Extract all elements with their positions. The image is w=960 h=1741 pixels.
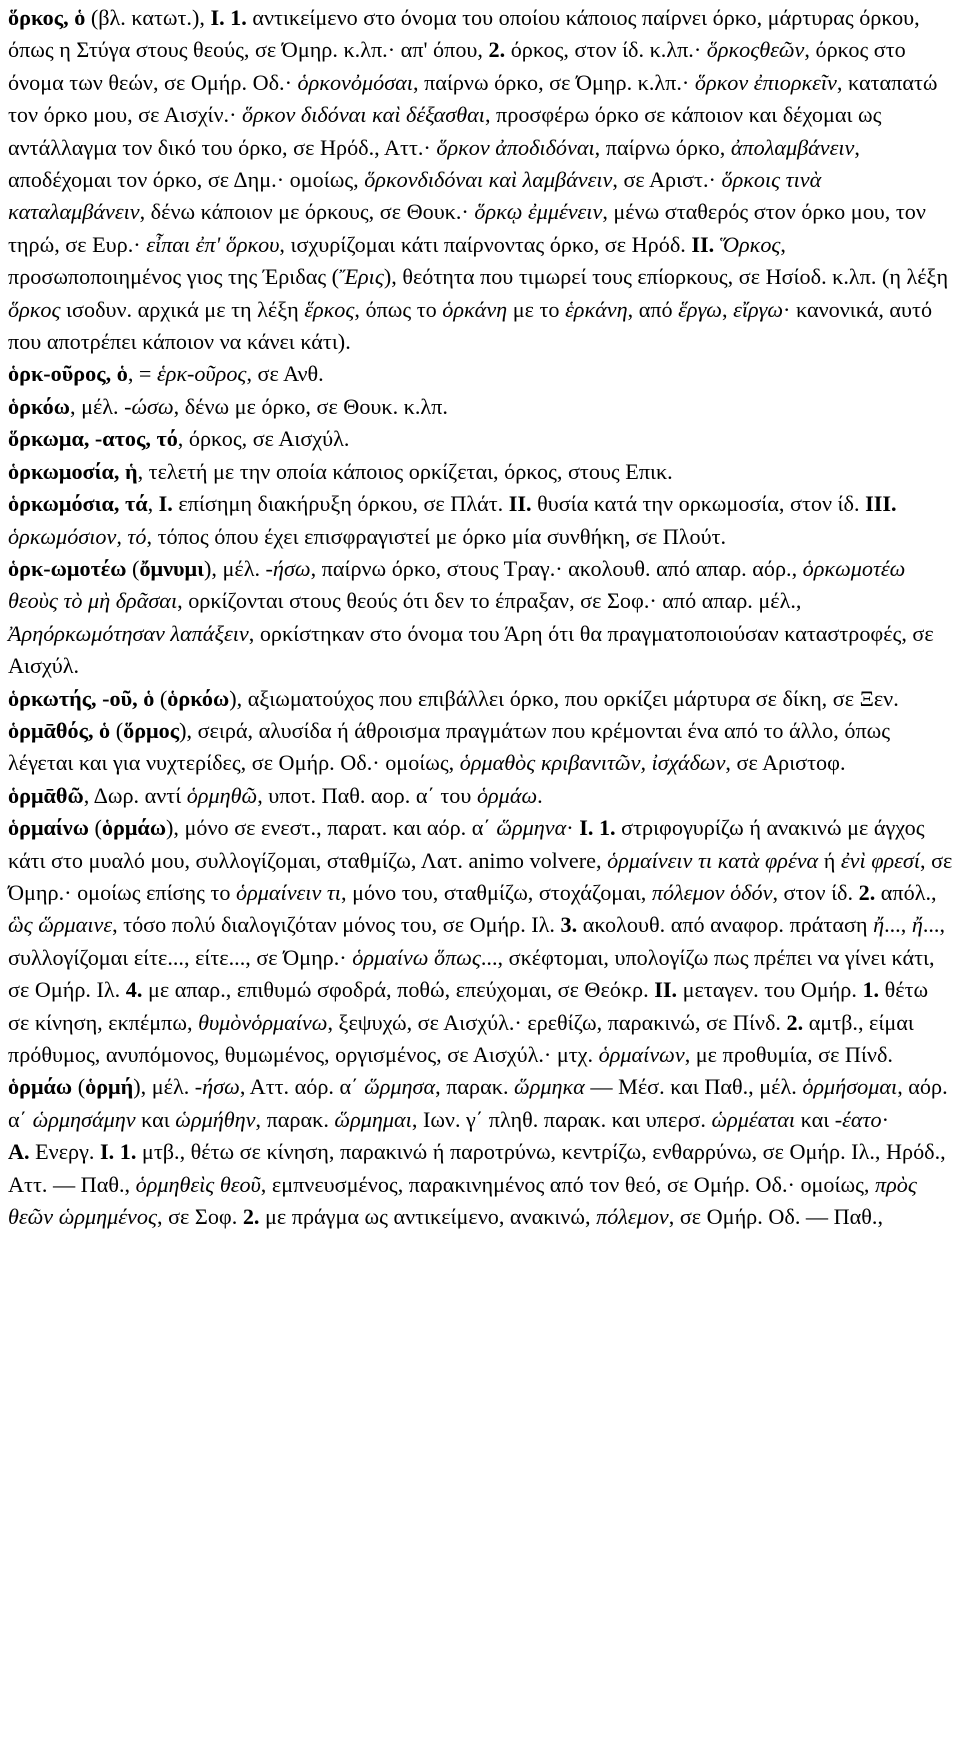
dictionary-entry [8, 1136, 954, 1233]
entry-italic-text: ἑρκ-οῦρος [156, 361, 247, 387]
entry-text: , σε Σοφ. [157, 1204, 243, 1230]
entry-text: ή [818, 847, 841, 873]
entry-text: , ορκίστηκαν στο όνομα του Άρη ότι θα πραγματοποιούσαν καταστροφές, σε Αισχύλ. [8, 620, 934, 679]
entry-text: και [135, 1106, 176, 1132]
entry-text: , παρακ. [255, 1106, 335, 1132]
entry-text: αμτβ., είμαι πρόθυμος, ανυπόμονος, θυμωμένος, οργισμένος, σε Αισχύλ.· μτχ. [8, 1009, 914, 1067]
entry-text: , Ιων. γ΄ πληθ. παρακ. και υπερσ. [411, 1106, 712, 1132]
dictionary-entry [8, 683, 954, 715]
entry-text: ), αξιωματούχος που επιβάλλει όρκο, που ορκίζει μάρτυρα σε δίκη, σε Ξεν. [229, 685, 899, 711]
entry-text: , υποτ. Παθ. αορ. α΄ του [257, 782, 477, 808]
entry-headword-bold: ὄμνυμι [139, 555, 204, 581]
dictionary-entry [8, 1071, 954, 1136]
entry-italic-text: εἴργω [733, 296, 784, 322]
entry-italic-text: ὁρμαίνω ὅπως [352, 944, 481, 970]
entry-headword-bold: ὁρμᾱθῶ [8, 782, 84, 808]
entry-italic-text: Ὅρκος [719, 231, 781, 257]
entry-headword-bold: ὁρκ-ωμοτέω [8, 555, 127, 581]
entry-headword-bold: I. 1. [210, 5, 247, 30]
entry-text: απόλ., [875, 879, 937, 905]
entry-headword-bold: ὁρκόω [8, 393, 70, 419]
entry-italic-text: ὁρκάνη [442, 296, 508, 322]
entry-text: , σε Αριστοφ. [725, 750, 846, 776]
entry-headword-bold: A. [8, 1139, 30, 1165]
entry-text: μτβ., θέτω σε κίνηση, παρακινώ ή παροτρύνω, κεντρίζω, ενθαρρύνω, σε Ομήρ. Ιλ., Ηρόδ., Αττ. — Παθ., [8, 1139, 946, 1197]
entry-italic-text: ἑρκάνη [565, 296, 628, 322]
entry-text: επίσημη διακήρυξη όρκου, σε Πλάτ. [172, 491, 509, 517]
entry-headword-bold: ὁρμάω [101, 815, 167, 841]
entry-italic-text: θυμὸνὁρμαίνω [198, 1009, 328, 1035]
entry-text: όρκος, στον ίδ. κ.λπ.· [505, 37, 707, 63]
entry-headword-bold: 2. [488, 37, 506, 63]
dictionary-entry [8, 715, 954, 780]
entry-text: ..., συλλογίζομαι είτε..., είτε..., σε Όμηρ.· [8, 912, 946, 970]
entry-headword-bold: ὁρκ-οῦρος, ὁ [8, 361, 128, 387]
entry-text: με πράγμα ως αντικείμενο, ανακινώ, [259, 1204, 597, 1230]
entry-text: , όπως το [354, 296, 443, 322]
entry-text: , παίρνω όρκο, σε Όμηρ. κ.λπ.· [412, 69, 695, 95]
entry-headword-bold: 4. [125, 977, 143, 1003]
entry-text: , δένω κάποιον με όρκους, σε Θουκ.· [139, 199, 475, 225]
entry-text: , προσωποποιημένος γιος της Έριδας ( [8, 231, 786, 290]
entry-text: ), θεότητα που τιμωρεί τους επίορκους, σε Ησίοδ. κ.λπ. (η λέξη [383, 264, 949, 290]
dictionary-entry [8, 391, 954, 423]
entry-text: . [537, 782, 543, 808]
dictionary-entry [8, 488, 954, 553]
entry-italic-text: ὥρμημαι [334, 1106, 412, 1132]
entry-text: ..., [884, 912, 912, 938]
entry-headword-bold: ὁρκωμόσια, τά [8, 491, 148, 517]
entry-italic-text: ὅρκοις τινὰ καταλαμβάνειν [8, 167, 822, 225]
entry-italic-text: ὁρκωμοτέω θεοὺς τὸ μὴ δρᾶσαι [8, 555, 906, 614]
entry-text: , από [627, 296, 679, 322]
entry-italic-text: εἶπαι ἐπ' ὅρκου [146, 231, 280, 257]
entry-text: ( [88, 815, 102, 841]
entry-text: , με προθυμία, σε Πίνδ. [684, 1042, 893, 1067]
entry-headword-bold: ὁρκωτής, -οῦ, ὁ [8, 685, 155, 711]
entry-text: ισοδυν. αρχικά με τη λέξη [60, 296, 305, 322]
entry-text: , αόρ. α΄ [8, 1074, 948, 1132]
entry-text: ( [72, 1074, 86, 1100]
entry-text: , [721, 296, 734, 322]
entry-italic-text: -ώσω [124, 393, 174, 419]
entry-italic-text: ὅρκονδιδόναι καὶ λαμβάνειν [364, 167, 613, 193]
entry-italic-text: πόλεμον [596, 1204, 669, 1230]
entry-headword-bold: ὅρκωμα, -ατος, τό [8, 426, 178, 452]
entry-italic-text: ἕργω [678, 296, 722, 322]
entry-italic-text: ὁρμαίνειν τι κατὰ φρένα [607, 847, 819, 873]
entry-italic-text: -ήσω [194, 1074, 240, 1100]
entry-text: με το [507, 296, 566, 322]
entry-text: , ξεψυχώ, σε Αισχύλ.· ερεθίζω, παρακινώ, σε Πίνδ. [327, 1009, 787, 1035]
entry-italic-text: Ἀρηόρκωμότησαν λαπάξειν [8, 620, 249, 646]
entry-text: , σε Αριστ.· [612, 167, 722, 193]
entry-italic-text: ὁρμαίνειν τι [236, 879, 341, 905]
entry-text: , Δωρ. αντί [83, 782, 187, 808]
entry-italic-text: -έατο [834, 1106, 882, 1132]
entry-headword-bold: I. [158, 491, 173, 517]
entry-text: , ορκίζονται στους θεούς ότι δεν το έπραξαν, σε Σοφ.· από απαρ. μέλ., [177, 588, 802, 614]
entry-text: , [147, 491, 159, 517]
entry-italic-text: ὅρκον ἐπιορκεῖν [694, 69, 837, 95]
entry-text: , καταπατώ τον όρκο μου, σε Αισχίν.· [8, 69, 938, 128]
entry-italic-text: ὁρμαίνων [598, 1042, 685, 1067]
entry-text: , τελετή με την οποία κάποιος ορκίζεται, όρκος, στους Επικ. [137, 458, 673, 484]
entry-text: , σε Ανθ. [246, 361, 324, 387]
entry-text: θέτω σε κίνηση, εκπέμπω, [8, 977, 929, 1035]
entry-italic-text: ὅρκῳ ἐμμένειν [474, 199, 603, 225]
entry-italic-text: ὡρμήθην [175, 1106, 256, 1132]
entry-italic-text: ὁρμηθεὶς θεοῦ [135, 1171, 261, 1197]
entry-text: , σε Ομήρ. Οδ. — Παθ., [668, 1204, 884, 1230]
entry-text: · [566, 815, 580, 841]
entry-text: μεταγεν. του Ομήρ. [677, 977, 863, 1003]
entry-text: θυσία κατά την ορκωμοσία, στον ίδ. [531, 491, 866, 517]
entry-text: , μέλ. [69, 393, 125, 419]
entry-text: , αποδέχομαι τον όρκο, σε Δημ.· ομοίως, [8, 134, 860, 193]
entry-headword-bold: 2. [786, 1009, 804, 1035]
entry-headword-bold: ὅρκος, ὁ [8, 5, 86, 30]
entry-text: , παίρνω όρκο, στους Τραγ.· ακολουθ. από απαρ. αόρ., [310, 555, 803, 581]
entry-headword-bold: ὁρμᾱθός, ὁ [8, 717, 111, 743]
entry-italic-text: ὅρκοςθεῶν [706, 37, 805, 63]
entry-italic-text: ὥρμηκα [514, 1074, 585, 1100]
entry-text: , τόσο πολύ διαλογιζόταν μόνος του, σε Ομήρ. Ιλ. [112, 912, 561, 938]
entry-text: , στον ίδ. [772, 879, 859, 905]
entry-headword-bold: I. 1. [579, 815, 616, 841]
entry-text: ), μέλ. [133, 1074, 195, 1100]
entry-italic-text: ὡρμέαται [711, 1106, 796, 1132]
entry-text: , δένω με όρκο, σε Θουκ. κ.λπ. [173, 393, 448, 419]
entry-italic-text: ὅρκον διδόναι καὶ δέξασθαι [242, 102, 485, 128]
dictionary-entry [8, 456, 954, 488]
dictionary-entry [8, 2, 954, 358]
entry-text: ), μέλ. [204, 555, 266, 581]
entry-text: — Μέσ. και Παθ., μέλ. [584, 1074, 803, 1100]
entry-headword-bold: 3. [560, 912, 578, 938]
dictionary-entry [8, 553, 954, 683]
entry-headword-bold: I. 1. [100, 1139, 137, 1165]
dictionary-entry [8, 423, 954, 455]
entry-headword-bold: 1. [862, 977, 880, 1003]
entry-text: , όρκος στο όνομα των θεών, σε Ομήρ. Οδ.· [8, 37, 906, 95]
entry-text: ( [126, 555, 140, 581]
entry-italic-text: ἤ [873, 912, 885, 938]
entry-italic-text: Ἔρις [339, 264, 384, 290]
entry-italic-text: ὁρμαθὸς κριβανιτῶν, ἰσχάδων [459, 750, 726, 776]
entry-text: ), μόνο σε ενεστ., παρατ. και αόρ. α΄ [166, 815, 497, 841]
entry-text: · [881, 1106, 889, 1132]
entry-headword-bold: ὁρμάω [8, 1074, 73, 1100]
entry-text: με απαρ., επιθυμώ σφοδρά, ποθώ, επεύχομαι, σε Θεόκρ. [142, 977, 655, 1003]
entry-italic-text: ὁρμάω [476, 782, 538, 808]
entry-italic-text: πρὸς θεῶν ὡρμημένος [8, 1171, 917, 1230]
entry-italic-text: πόλεμον ὁδόν [651, 879, 773, 905]
entry-headword-bold: ὁρμαίνω [8, 815, 89, 841]
entry-text: και [795, 1106, 835, 1132]
entry-headword-bold: II. [691, 231, 715, 257]
entry-text: , εμπνευσμένος, παρακινημένος από τον θεό, σε Ομήρ. Οδ.· ομοίως, [260, 1171, 875, 1197]
entry-text: στριφογυρίζω ή ανακινώ με άγχος κάτι στο μυαλό μου, συλλογίζομαι, σταθμίζω, Λατ. animo volvere, [8, 815, 925, 873]
entry-italic-text: ὁρκονὀμόσαι [297, 69, 413, 95]
entry-text: , ισχυρίζομαι κάτι παίρνοντας όρκο, σε Ηρόδ. [279, 231, 692, 257]
entry-headword-bold: ὁρκωμοσία, ἡ [8, 458, 138, 484]
entry-italic-text: -ήσω [265, 555, 311, 581]
entry-text: , μόνο του, σταθμίζω, στοχάζομαι, [340, 879, 652, 905]
entry-italic-text: ὥρμησα [364, 1074, 436, 1100]
dictionary-entry [8, 812, 954, 1071]
entry-text: , τόπος όπου έχει επισφραγιστεί με όρκο μία συνθήκη, σε Πλούτ. [146, 523, 727, 549]
entry-headword-bold: 2. [242, 1204, 260, 1230]
entry-italic-text: ὁρκωμόσιον, τό [8, 523, 147, 549]
entry-text: , παίρνω όρκο, [594, 134, 731, 160]
entry-headword-bold: ὁρκόω [167, 685, 230, 711]
entry-text: · κανονικά, αυτό που αποτρέπει κάποιον να κάνει κάτι). [8, 296, 933, 355]
entry-headword-bold: 2. [858, 879, 876, 905]
entry-italic-text: ὣς ὥρμαινε [8, 912, 113, 938]
entry-headword-bold: II. [508, 491, 532, 517]
entry-italic-text: ὅρκος [8, 296, 61, 322]
entry-italic-text: ἀπολαμβάνειν [730, 134, 855, 160]
entry-italic-text: ὁρμηθῶ [186, 782, 258, 808]
entry-text: ( [110, 717, 124, 743]
entry-italic-text: ἤ [911, 912, 923, 938]
entry-text: ( [154, 685, 168, 711]
dictionary-entry [8, 780, 954, 812]
entry-text: ..., σκέφτομαι, υπολογίζω πως πρέπει να γίνει κάτι, σε Ομήρ. Ιλ. [8, 944, 935, 1003]
entry-headword-bold: II. [654, 977, 678, 1003]
entry-italic-text: ὅρκον ἀποδιδόναι [436, 134, 595, 160]
entry-text: Ενεργ. [29, 1139, 100, 1165]
entry-italic-text: ὡρμησάμην [32, 1106, 136, 1132]
entry-italic-text: ὥρμηνα [496, 815, 567, 841]
entry-text: , όρκος, σε Αισχύλ. [177, 426, 350, 452]
entry-text: , μένω σταθερός στον όρκο μου, τον τηρώ, σε Ευρ.· [8, 199, 926, 257]
entry-italic-text: ὁρμήσομαι [802, 1074, 898, 1100]
entry-headword-bold: III. [865, 491, 897, 517]
entry-text: , = [127, 361, 157, 387]
entry-text: ), σειρά, αλυσίδα ή άθροισμα πραγμάτων που κρέμονται ένα από το άλλο, όπως λέγεται και για νυχτερίδες, σε Ομήρ. Οδ.· ομοίως, [8, 717, 891, 776]
entry-text: , προσφέρω όρκο σε κάποιον και δέχομαι ως αντάλλαγμα τον δικό του όρκο, σε Ηρόδ., Αττ.· [8, 102, 882, 160]
entry-italic-text: ἐνὶ φρεσί [840, 847, 920, 873]
entry-text: , Αττ. αόρ. α΄ [239, 1074, 365, 1100]
entry-text: αντικείμενο στο όνομα του οποίου κάποιος παίρνει όρκο, μάρτυρας όρκου, όπως η Στύγα στους θεούς, σε Όμηρ. κ.λπ.· απ' όπου, [8, 5, 920, 63]
dictionary-entry [8, 358, 954, 390]
entry-italic-text: ἕρκος [304, 296, 355, 322]
entry-text: , σε Όμηρ.· ομοίως επίσης το [8, 847, 953, 905]
entry-headword-bold: ὁρμή [85, 1074, 134, 1100]
entry-headword-bold: ὅρμος [123, 717, 180, 743]
entry-text: ακολουθ. από αναφορ. πράταση [577, 912, 874, 938]
entry-text: (βλ. κατωτ.), [85, 5, 211, 30]
entry-text: , παρακ. [435, 1074, 515, 1100]
